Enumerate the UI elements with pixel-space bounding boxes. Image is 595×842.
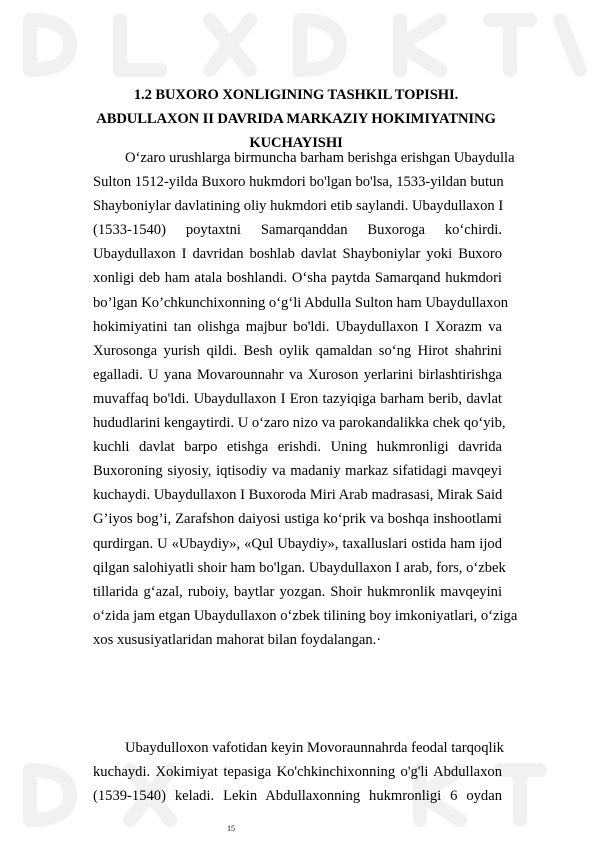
text-line: o‘zida jam etgan Ubaydullaxon o‘zbek tilining boy imkoniyatlari, o‘ziga [93, 607, 518, 624]
text-line: Xurosonga yurish qildi. Besh oylik qamaldan so‘ng Hirot shahrini [93, 342, 502, 359]
text-line: hududlarini kengaytirdi. U o‘zaro nizo va parokandalikka chek qo‘yib, [93, 415, 506, 432]
text-line: (1539-1540) keladi. Lekin Abdullaxonning hukmronligi 6 oydan [93, 788, 502, 805]
text-line: kuchli davlat barpo etishga erishdi. Uning hukmronligi davrida [93, 439, 502, 456]
text-line: Buxoroning siyosiy, iqtisodiy va madaniy markaz sifatidagi mavqeyi [93, 463, 502, 480]
body-paragraph-1 [93, 146, 518, 652]
text-line: egalladi. U yana Movarounnahr va Xuroson yerlarini birlashtirishga [93, 366, 502, 383]
text-line: xos xususiyatlaridan mahorat bilan foydalangan.· [93, 631, 382, 648]
text-line: kuchaydi. Ubaydullaxon I Buxoroda Miri Arab madrasasi, Mirak Said [93, 487, 503, 504]
text-line: qilgan salohiyatli shoir ham bo'lgan. Ubaydullaxon I arab, fors, o‘zbek [93, 559, 506, 576]
heading-line-1: 1.2 BUXORO XONLIGINING TASHKIL TOPISHI. [133, 87, 459, 103]
text-line: qurdirgan. U «Ubaydiy», «Qul Ubaydiy», taxalluslari ostida ham ijod [93, 535, 502, 552]
text-line: G’iyos bog’i, Zarafshon daiyosi ustiga ko‘prik va boshqa inshootlami [93, 511, 502, 528]
body-paragraph-2 [93, 736, 502, 808]
page-number: 15 [227, 824, 235, 833]
text-line: muvaffaq bo'ldi. Ubaydullaxon I Eron tazyiqiga barham berib, davlat [93, 390, 502, 407]
text-line: Shayboniylar davlatining oliy hukmdori etib saylandi. Ubaydullaxon I [93, 198, 504, 215]
text-line: Sulton 1512-yilda Buxoro hukmdori bo'lgan bo'lsa, 1533-yildan butun [93, 174, 504, 191]
text-line: O‘zaro urushlarga birmuncha barham berishga erishgan Ubaydulla [125, 150, 515, 166]
text-line: Ubaydulloxon vafotidan keyin Movoraunnahrda feodal tarqoqlik [125, 740, 504, 756]
text-line: kuchaydi. Xokimiyat tepasiga Ko'chkinchixonning o'g'li Abdullaxon [93, 764, 502, 781]
heading-line-2: ABDULLAXON II DAVRIDA MARKAZIY HOKIMIYATNING [96, 111, 496, 127]
text-line: Ubaydullaxon I davridan boshlab davlat Shayboniylar yoki Buxoro [93, 246, 502, 263]
text-line: tillarida g‘azal, ruboiy, baytlar yozgan. Shoir hukmronlik mavqeyini [93, 583, 502, 600]
section-heading [90, 83, 502, 155]
text-line: xonligi deb ham atala boshlandi. O‘sha paytda Samarqand hukmdori [93, 270, 502, 287]
text-line: hokimiyatini tan olishga majbur bo'ldi. Ubaydullaxon I Xorazm va [93, 318, 502, 335]
text-line: bo’lgan Ko’chkunchixonning o‘g‘li Abdulla Sulton ham Ubaydullaxon [93, 294, 509, 311]
text-line: (1533-1540) poytaxtni Samarqanddan Buxoroga ko‘chirdi. [93, 222, 502, 239]
heading-line-3: KUCHAYISHI [249, 135, 343, 151]
